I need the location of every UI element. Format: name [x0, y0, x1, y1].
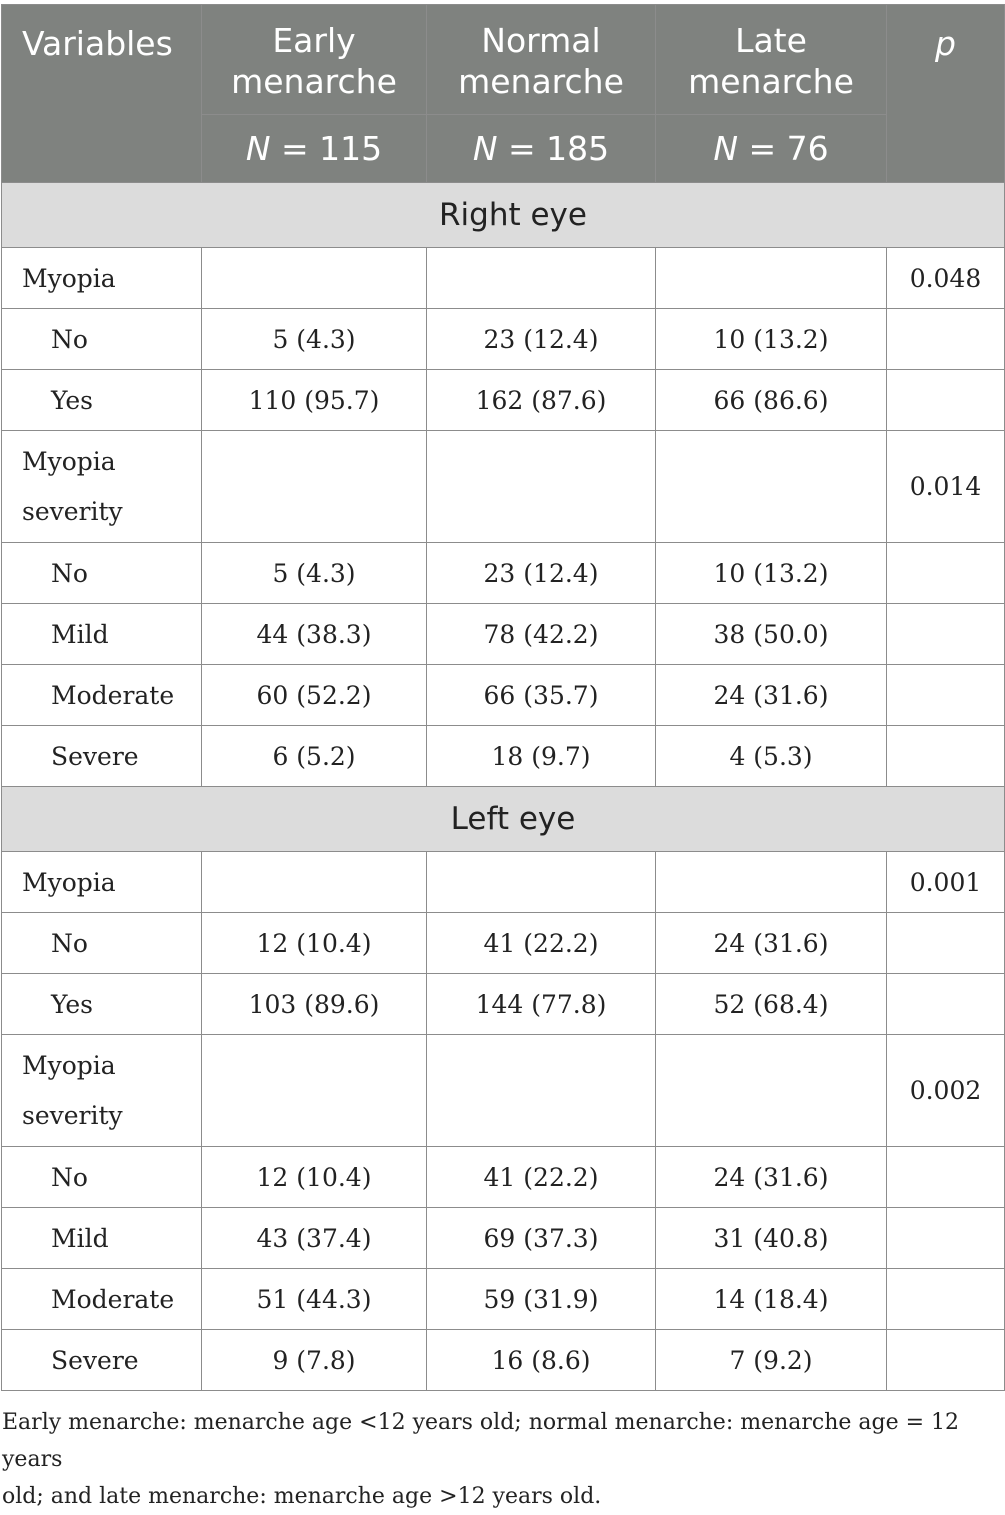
table-row — [2, 1208, 1005, 1269]
empty-cell — [427, 1035, 656, 1147]
value-cell: 23 (12.4) — [427, 543, 656, 604]
table-row — [2, 431, 1005, 543]
row-label: Mild — [2, 604, 202, 665]
empty-cell — [887, 1269, 1005, 1330]
n-label: N — [245, 129, 271, 168]
table-row — [2, 974, 1005, 1035]
value-cell: 66 (86.6) — [656, 370, 887, 431]
value-cell: 9 (7.8) — [202, 1330, 427, 1391]
table-row — [2, 248, 1005, 309]
value-cell: 5 (4.3) — [202, 309, 427, 370]
empty-cell — [887, 665, 1005, 726]
value-cell: 4 (5.3) — [656, 726, 887, 787]
value-cell: 78 (42.2) — [427, 604, 656, 665]
header-normal-line2: menarche — [458, 61, 624, 101]
row-label: No — [2, 913, 202, 974]
n-value: = 185 — [497, 129, 610, 168]
section-title: Right eye — [2, 183, 1005, 248]
value-cell: 144 (77.8) — [427, 974, 656, 1035]
table-row — [2, 1269, 1005, 1330]
section-row-right-eye — [2, 183, 1005, 248]
table-row — [2, 852, 1005, 913]
header-normal-menarche — [427, 5, 656, 115]
value-cell: 162 (87.6) — [427, 370, 656, 431]
row-label: Mild — [2, 1208, 202, 1269]
empty-cell — [887, 1208, 1005, 1269]
value-cell: 51 (44.3) — [202, 1269, 427, 1330]
value-cell: 16 (8.6) — [427, 1330, 656, 1391]
value-cell: 24 (31.6) — [656, 1147, 887, 1208]
table-row — [2, 604, 1005, 665]
empty-cell — [202, 1035, 427, 1147]
p-value-cell: 0.002 — [887, 1035, 1005, 1147]
empty-cell — [887, 974, 1005, 1035]
header-normal-n — [427, 115, 656, 183]
empty-cell — [887, 370, 1005, 431]
header-early-line2: menarche — [231, 61, 397, 101]
empty-cell — [887, 1330, 1005, 1391]
row-label: Severe — [2, 726, 202, 787]
empty-cell — [887, 604, 1005, 665]
value-cell: 52 (68.4) — [656, 974, 887, 1035]
empty-cell — [656, 431, 887, 543]
row-label: Myopia — [2, 248, 202, 309]
table-body — [2, 183, 1005, 1391]
table-row — [2, 543, 1005, 604]
row-label: Moderate — [2, 1269, 202, 1330]
p-value-cell: 0.048 — [887, 248, 1005, 309]
table-footnote — [2, 1404, 987, 1515]
empty-cell — [887, 726, 1005, 787]
table-header — [2, 5, 1005, 183]
p-value-cell: 0.014 — [887, 431, 1005, 543]
row-label — [2, 431, 202, 543]
value-cell: 10 (13.2) — [656, 543, 887, 604]
value-cell: 18 (9.7) — [427, 726, 656, 787]
value-cell: 24 (31.6) — [656, 665, 887, 726]
empty-cell — [887, 913, 1005, 974]
header-early-n — [202, 115, 427, 183]
header-variables: Variables — [2, 5, 202, 183]
value-cell: 24 (31.6) — [656, 913, 887, 974]
empty-cell — [656, 248, 887, 309]
footnote-line1: Early menarche: menarche age <12 years old; normal menarche: menarche age = 12 years — [2, 1410, 960, 1472]
value-cell: 60 (52.2) — [202, 665, 427, 726]
table-row — [2, 726, 1005, 787]
header-late-menarche — [656, 5, 887, 115]
header-p-value: p — [887, 5, 1005, 183]
table-row — [2, 309, 1005, 370]
value-cell: 41 (22.2) — [427, 913, 656, 974]
row-label-line2: severity — [22, 496, 123, 526]
empty-cell — [656, 852, 887, 913]
section-row-left-eye — [2, 787, 1005, 852]
value-cell: 5 (4.3) — [202, 543, 427, 604]
header-normal-line1: Normal — [481, 20, 601, 60]
empty-cell — [887, 1147, 1005, 1208]
header-late-line2: menarche — [688, 61, 854, 101]
value-cell: 38 (50.0) — [656, 604, 887, 665]
value-cell: 12 (10.4) — [202, 913, 427, 974]
p-value-cell: 0.001 — [887, 852, 1005, 913]
empty-cell — [427, 852, 656, 913]
empty-cell — [202, 431, 427, 543]
value-cell: 43 (37.4) — [202, 1208, 427, 1269]
value-cell: 59 (31.9) — [427, 1269, 656, 1330]
value-cell: 44 (38.3) — [202, 604, 427, 665]
results-table — [1, 4, 1005, 1391]
empty-cell — [202, 248, 427, 309]
empty-cell — [887, 309, 1005, 370]
empty-cell — [656, 1035, 887, 1147]
value-cell: 31 (40.8) — [656, 1208, 887, 1269]
row-label-line1: Myopia — [22, 446, 116, 476]
table-row — [2, 665, 1005, 726]
table-row — [2, 1147, 1005, 1208]
row-label — [2, 1035, 202, 1147]
value-cell: 110 (95.7) — [202, 370, 427, 431]
empty-cell — [427, 431, 656, 543]
table-row — [2, 1330, 1005, 1391]
row-label: Moderate — [2, 665, 202, 726]
value-cell: 23 (12.4) — [427, 309, 656, 370]
table-row — [2, 370, 1005, 431]
value-cell: 103 (89.6) — [202, 974, 427, 1035]
section-title: Left eye — [2, 787, 1005, 852]
header-late-line1: Late — [735, 20, 807, 60]
n-value: = 76 — [738, 129, 829, 168]
row-label: No — [2, 543, 202, 604]
value-cell: 10 (13.2) — [656, 309, 887, 370]
n-label: N — [472, 129, 498, 168]
value-cell: 12 (10.4) — [202, 1147, 427, 1208]
row-label: No — [2, 1147, 202, 1208]
row-label: Myopia — [2, 852, 202, 913]
table-row — [2, 913, 1005, 974]
empty-cell — [887, 543, 1005, 604]
header-late-n — [656, 115, 887, 183]
row-label-line2: severity — [22, 1100, 123, 1130]
value-cell: 41 (22.2) — [427, 1147, 656, 1208]
row-label: No — [2, 309, 202, 370]
n-label: N — [713, 129, 739, 168]
header-early-line1: Early — [272, 20, 356, 60]
value-cell: 69 (37.3) — [427, 1208, 656, 1269]
value-cell: 6 (5.2) — [202, 726, 427, 787]
row-label: Yes — [2, 370, 202, 431]
row-label: Severe — [2, 1330, 202, 1391]
header-early-menarche — [202, 5, 427, 115]
n-value: = 115 — [270, 129, 383, 168]
row-label-line1: Myopia — [22, 1050, 116, 1080]
value-cell: 7 (9.2) — [656, 1330, 887, 1391]
footnote-line2: old; and late menarche: menarche age >12 years old. — [2, 1484, 602, 1509]
empty-cell — [427, 248, 656, 309]
table-row — [2, 1035, 1005, 1147]
row-label: Yes — [2, 974, 202, 1035]
empty-cell — [202, 852, 427, 913]
value-cell: 14 (18.4) — [656, 1269, 887, 1330]
value-cell: 66 (35.7) — [427, 665, 656, 726]
